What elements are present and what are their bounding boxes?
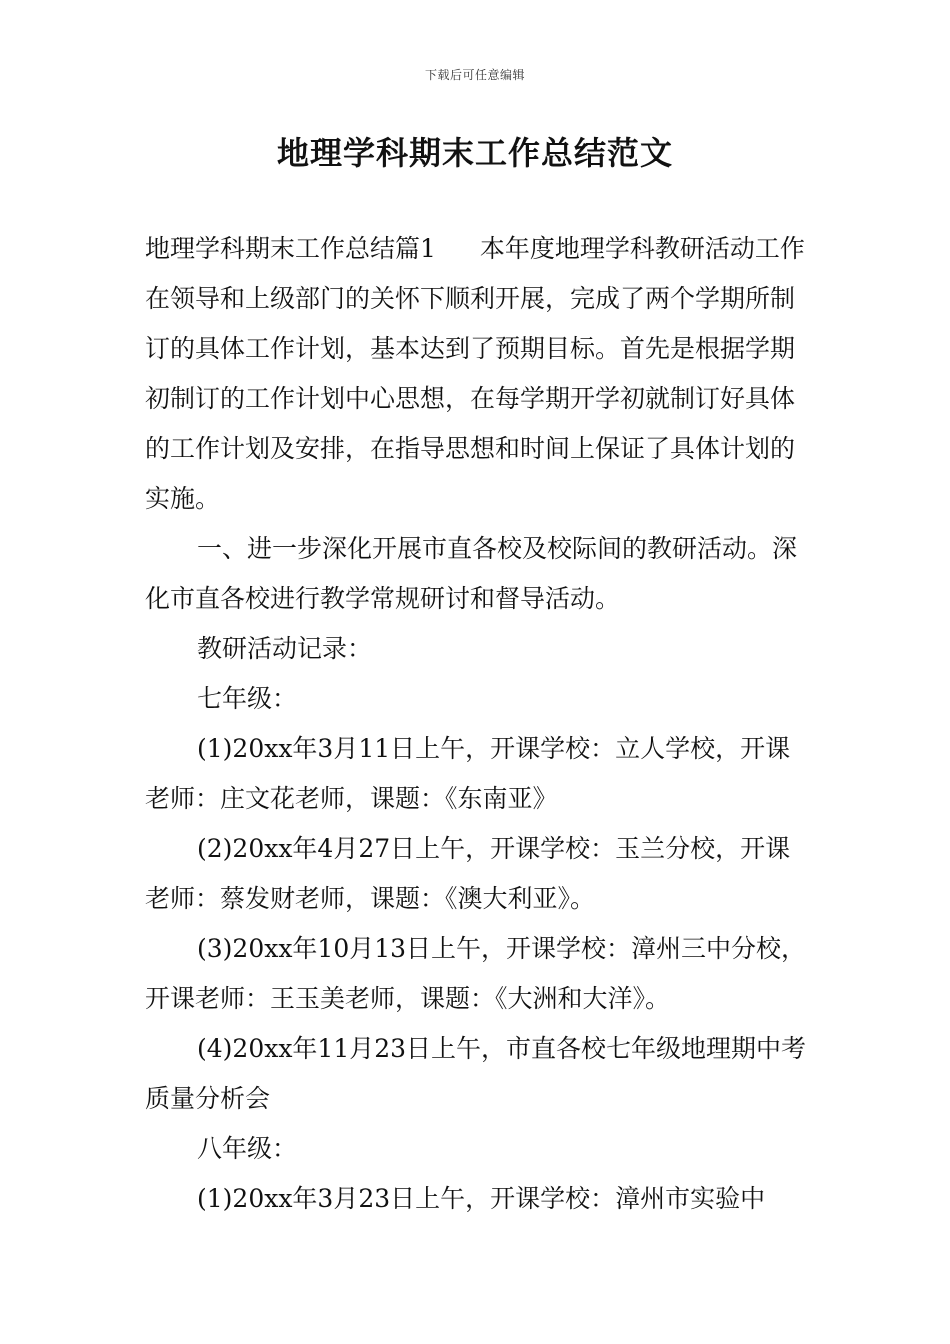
paragraph-record-7-4: (4)20xx年11月23日上午，市直各校七年级地理期中考质量分析会 (145, 1034, 807, 1113)
paragraph-record-7-3: (3)20xx年10月13日上午，开课学校：漳州三中分校，开课老师：王玉美老师，课题：《大洲和大洋》。 (145, 934, 807, 1013)
intro-paragraph (145, 224, 815, 524)
paragraph-grade-seven: 七年级： (197, 684, 298, 713)
paragraph-record-7-2: (2)20xx年4月27日上午，开课学校：玉兰分校，开课老师：蔡发财老师，课题：《澳大利亚》。 (145, 834, 791, 913)
header-note: 下载后可任意编辑 (424, 68, 525, 82)
document-body (145, 224, 815, 1224)
paragraph-section-one: 一、进一步深化开展市直各校及校际间的教研活动。深化市直各校进行教学常规研讨和督导活动。 (145, 534, 798, 613)
document-title: 地理学科期末工作总结范文 (276, 134, 673, 172)
paragraph-record-7-1: (1)20xx年3月11日上午，开课学校：立人学校，开课老师：庄文花老师，课题：《东南亚》 (145, 734, 791, 813)
paragraph-records-label: 教研活动记录： (197, 634, 373, 663)
paragraph-grade-eight: 八年级： (197, 1134, 298, 1163)
intro-text: 本年度地理学科教研活动工作在领导和上级部门的关怀下顺利开展，完成了两个学期所制订的具体工作计划，基本达到了预期目标。首先是根据学期初制订的工作计划中心思想，在每学期开学初就制订好具体的工作计划及安排，在指导思想和时间上保证了具体计划的实施。 (145, 234, 805, 513)
intro-lead: 地理学科期末工作总结篇1 (145, 234, 436, 263)
paragraph-record-8-1: (1)20xx年3月23日上午，开课学校：漳州市实验中 (197, 1184, 766, 1213)
